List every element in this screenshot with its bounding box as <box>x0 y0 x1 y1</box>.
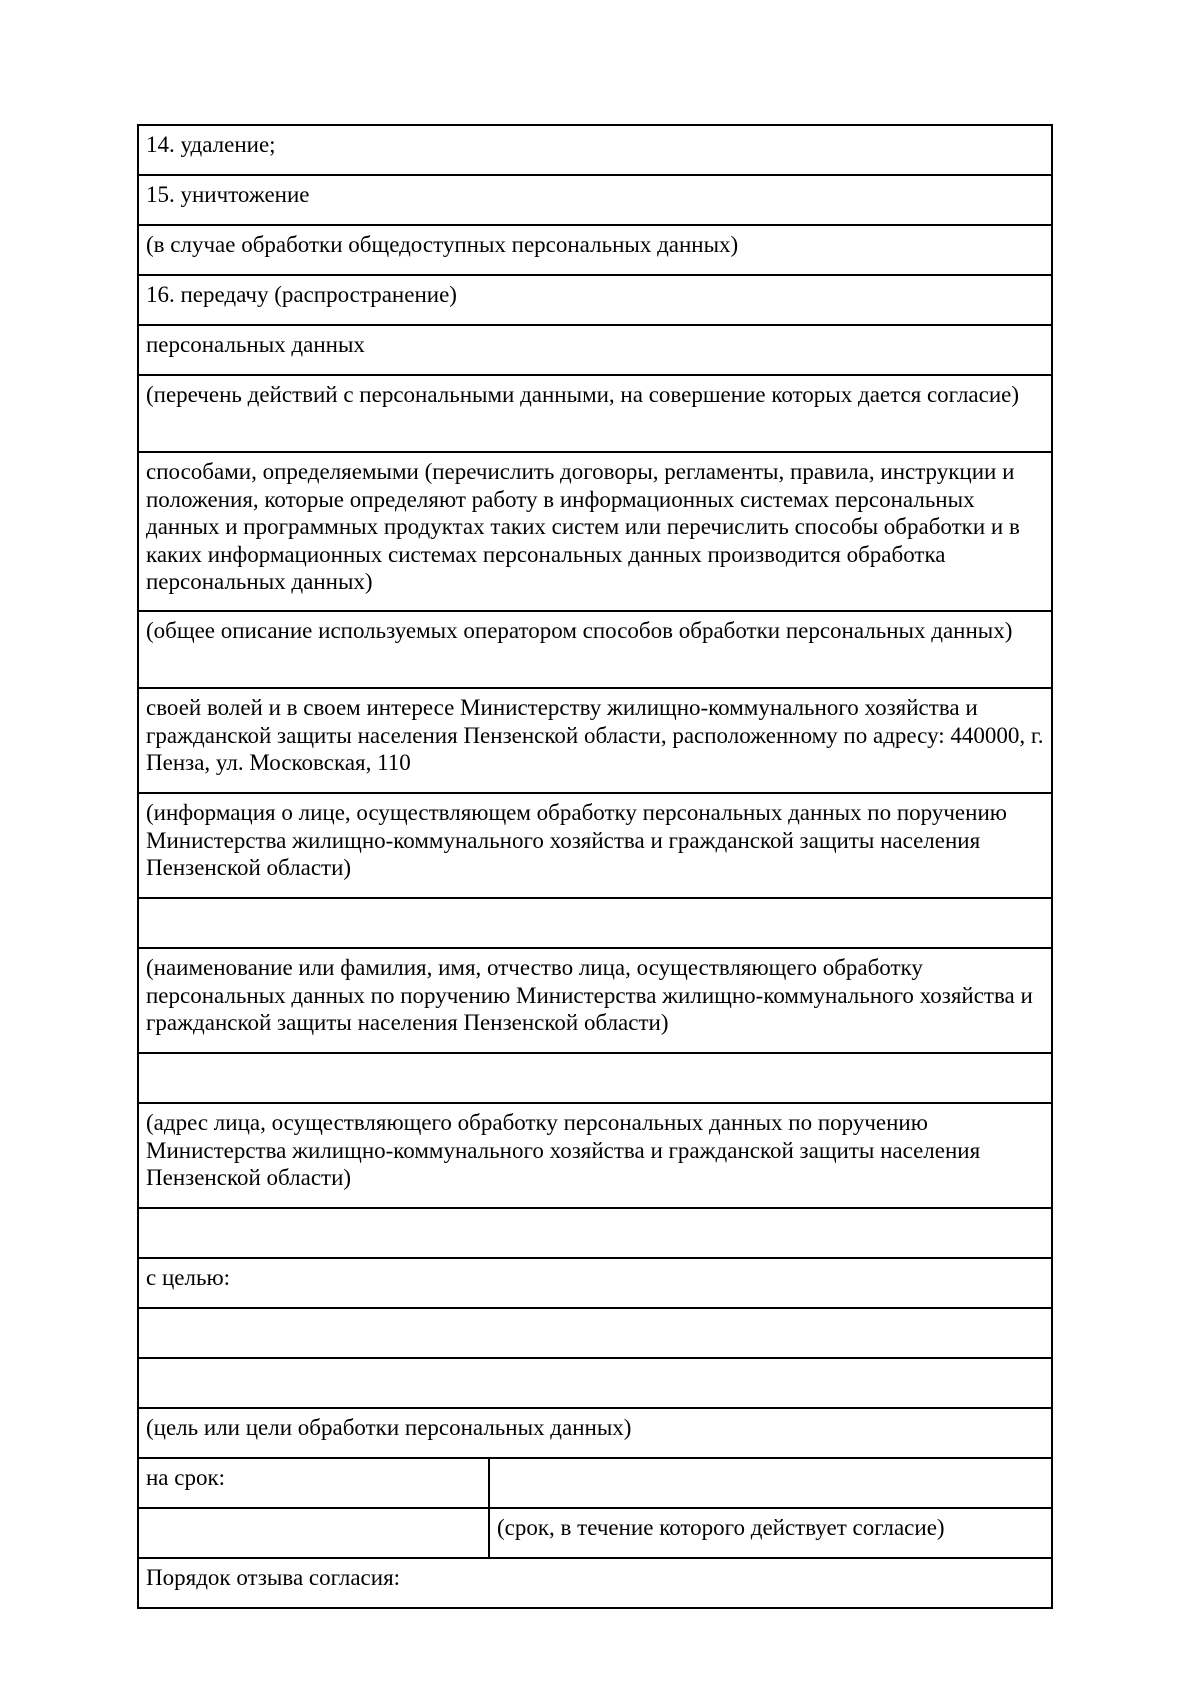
table-row <box>138 1103 1052 1208</box>
table-row <box>138 175 1052 225</box>
purpose-field-1[interactable] <box>138 1308 1052 1358</box>
purpose-field-2[interactable] <box>138 1358 1052 1408</box>
row-purpose-label: с целью: <box>138 1258 1052 1308</box>
table-row <box>138 1258 1052 1308</box>
table-row <box>138 1208 1052 1258</box>
table-row <box>138 275 1052 325</box>
table-row <box>138 1458 1052 1508</box>
table-row <box>138 611 1052 688</box>
table-row <box>138 125 1052 175</box>
row-public-data-note: (в случае обработки общедоступных персональных данных) <box>138 225 1052 275</box>
row-methods: способами, определяемыми (перечислить договоры, регламенты, правила, инструкции и положения, которые определяют работу в информационных системах персональных данных и программных продуктах таких систем или перечислить способы обработки и в каких информационных системах персональных данных производится обработка персональных данных) <box>138 452 1052 611</box>
processor-address-field[interactable] <box>138 1053 1052 1103</box>
row-operator-address: своей волей и в своем интересе Министерству жилищно-коммунального хозяйства и гражданской защиты населения Пензенской области, расположенному по адресу: 440000, г. Пенза, ул. Московская, 110 <box>138 688 1052 793</box>
row-actions-caption: (перечень действий с персональными данными, на совершение которых дается согласие) <box>138 375 1052 452</box>
row-processor-name-caption: (наименование или фамилия, имя, отчество лица, осуществляющего обработку персональных данных по поручению Министерства жилищно-коммунального хозяйства и гражданской защиты населения Пензенской области) <box>138 948 1052 1053</box>
table-row <box>138 1408 1052 1458</box>
row-processor-info-caption: (информация о лице, осуществляющем обработку персональных данных по поручению Министерства жилищно-коммунального хозяйства и гражданской защиты населения Пензенской области) <box>138 793 1052 898</box>
row-purpose-caption: (цель или цели обработки персональных данных) <box>138 1408 1052 1458</box>
row-deletion: 14. удаление; <box>138 125 1052 175</box>
table-row <box>138 1558 1052 1608</box>
table-row <box>138 452 1052 611</box>
table-row <box>138 1508 1052 1558</box>
processor-name-field[interactable] <box>138 898 1052 948</box>
term-caption: (срок, в течение которого действует согласие) <box>489 1508 1052 1558</box>
table-row <box>138 225 1052 275</box>
row-destruction: 15. уничтожение <box>138 175 1052 225</box>
table-row <box>138 1308 1052 1358</box>
term-label: на срок: <box>138 1458 489 1508</box>
table-row <box>138 948 1052 1053</box>
table-row <box>138 325 1052 375</box>
revocation-label: Порядок отзыва согласия: <box>138 1558 1052 1608</box>
row-methods-caption: (общее описание используемых оператором способов обработки персональных данных) <box>138 611 1052 688</box>
table-row <box>138 1358 1052 1408</box>
row-processor-address-caption: (адрес лица, осуществляющего обработку персональных данных по поручению Министерства жилищно-коммунального хозяйства и гражданской защиты населения Пензенской области) <box>138 1103 1052 1208</box>
table-row <box>138 793 1052 898</box>
consent-form-table <box>137 124 1053 1609</box>
table-row <box>138 898 1052 948</box>
row-transfer: 16. передачу (распространение) <box>138 275 1052 325</box>
row-personal-data: персональных данных <box>138 325 1052 375</box>
table-row <box>138 375 1052 452</box>
table-row <box>138 688 1052 793</box>
table-row <box>138 1053 1052 1103</box>
term-blank-cell <box>138 1508 489 1558</box>
blank-field[interactable] <box>138 1208 1052 1258</box>
term-field[interactable] <box>489 1458 1052 1508</box>
